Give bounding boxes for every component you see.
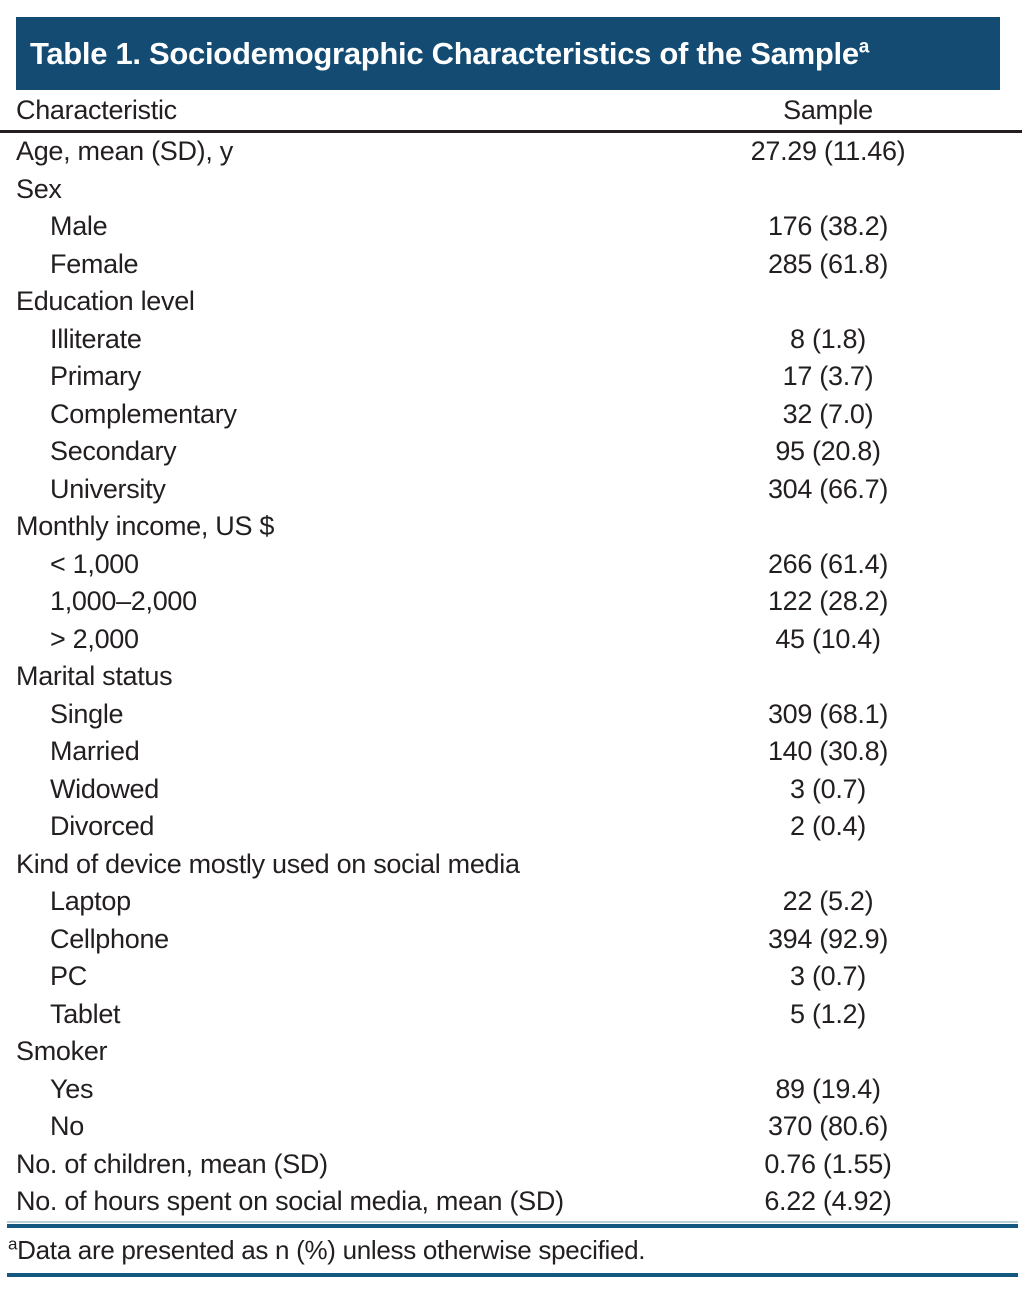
table-row bbox=[0, 996, 1022, 1034]
row-value: 285 (61.8) bbox=[767, 248, 889, 279]
table-row bbox=[0, 808, 1022, 846]
table-row bbox=[0, 508, 1022, 546]
title-footnote-marker: a bbox=[858, 36, 870, 58]
footnote-marker: a bbox=[8, 1233, 18, 1253]
row-label: Marital status bbox=[16, 661, 173, 692]
table-title bbox=[30, 38, 869, 69]
row-value: 304 (66.7) bbox=[767, 473, 889, 504]
row-value: 3 (0.7) bbox=[790, 961, 866, 992]
table-row bbox=[0, 171, 1022, 209]
row-label: Monthly income, US $ bbox=[16, 511, 275, 542]
row-value: 5 (1.2) bbox=[790, 998, 866, 1029]
table-row bbox=[0, 958, 1022, 996]
table-row bbox=[0, 771, 1022, 809]
table-row bbox=[0, 846, 1022, 884]
row-value: 0.76 (1.55) bbox=[764, 1148, 892, 1179]
row-value: 8 (1.8) bbox=[790, 323, 866, 354]
table-row bbox=[0, 921, 1022, 959]
row-value: 32 (7.0) bbox=[782, 398, 874, 429]
row-label: PC bbox=[50, 961, 87, 992]
row-label: Male bbox=[50, 211, 108, 242]
table-title-band bbox=[16, 17, 1000, 90]
table-row bbox=[0, 396, 1022, 434]
row-value: 89 (19.4) bbox=[775, 1073, 881, 1104]
row-label: Widowed bbox=[50, 773, 159, 804]
table-row bbox=[0, 471, 1022, 509]
row-value: 17 (3.7) bbox=[782, 361, 874, 392]
column-header-row bbox=[0, 90, 1022, 130]
row-label: Cellphone bbox=[50, 923, 169, 954]
column-header-sample: Sample bbox=[783, 94, 873, 125]
row-value: 45 (10.4) bbox=[775, 623, 881, 654]
table-row bbox=[0, 283, 1022, 321]
row-value: 122 (28.2) bbox=[767, 586, 889, 617]
row-label: Smoker bbox=[16, 1036, 108, 1067]
row-value: 95 (20.8) bbox=[775, 436, 881, 467]
row-label: Yes bbox=[50, 1073, 94, 1104]
row-label: Illiterate bbox=[50, 323, 142, 354]
row-label: Education level bbox=[16, 286, 195, 317]
table-row bbox=[0, 883, 1022, 921]
table-title-text: Table 1. Sociodemographic Characteristics of the Sample bbox=[30, 36, 859, 71]
row-value: 370 (80.6) bbox=[767, 1111, 889, 1142]
table-row bbox=[0, 583, 1022, 621]
row-label: Female bbox=[50, 248, 139, 279]
column-header-characteristic: Characteristic bbox=[16, 94, 177, 125]
row-label: Divorced bbox=[50, 811, 155, 842]
table-row bbox=[0, 696, 1022, 734]
table-row bbox=[0, 358, 1022, 396]
table-row bbox=[0, 658, 1022, 696]
row-label: Single bbox=[50, 698, 124, 729]
row-value: 394 (92.9) bbox=[767, 923, 889, 954]
row-value: 6.22 (4.92) bbox=[764, 1186, 892, 1217]
table-row bbox=[0, 433, 1022, 471]
footnote-text: Data are presented as n (%) unless otherwise specified. bbox=[17, 1234, 646, 1265]
row-label: 1,000–2,000 bbox=[50, 586, 197, 617]
row-label: Sex bbox=[16, 173, 62, 204]
row-label: Age, mean (SD), y bbox=[16, 136, 233, 167]
table-row bbox=[0, 621, 1022, 659]
row-value: 140 (30.8) bbox=[767, 736, 889, 767]
row-label: Primary bbox=[50, 361, 141, 392]
row-label: Tablet bbox=[50, 998, 121, 1029]
table-row bbox=[0, 1071, 1022, 1109]
table-row bbox=[0, 1108, 1022, 1146]
table-row bbox=[0, 1146, 1022, 1184]
row-value: 3 (0.7) bbox=[790, 773, 866, 804]
row-label: Complementary bbox=[50, 398, 237, 429]
row-label: No bbox=[50, 1111, 84, 1142]
row-label: No. of children, mean (SD) bbox=[16, 1148, 328, 1179]
footnote bbox=[0, 1228, 1022, 1273]
row-label: Secondary bbox=[50, 436, 177, 467]
row-value: 309 (68.1) bbox=[767, 698, 889, 729]
row-value: 22 (5.2) bbox=[782, 886, 874, 917]
table-body bbox=[0, 133, 1022, 1221]
row-value: 27.29 (11.46) bbox=[750, 136, 906, 167]
table-row bbox=[0, 733, 1022, 771]
table-row bbox=[0, 546, 1022, 584]
table-row bbox=[0, 1183, 1022, 1221]
row-label: University bbox=[50, 473, 166, 504]
table-row bbox=[0, 321, 1022, 359]
row-label: < 1,000 bbox=[50, 548, 139, 579]
table-row bbox=[0, 208, 1022, 246]
table-row bbox=[0, 1033, 1022, 1071]
row-label: Laptop bbox=[50, 886, 131, 917]
row-label: > 2,000 bbox=[50, 623, 139, 654]
table-row bbox=[0, 246, 1022, 284]
row-label: Kind of device mostly used on social media bbox=[16, 848, 520, 879]
row-label: No. of hours spent on social media, mean (SD) bbox=[16, 1186, 564, 1217]
row-value: 266 (61.4) bbox=[767, 548, 889, 579]
bottom-rule bbox=[7, 1273, 1018, 1277]
row-value: 176 (38.2) bbox=[767, 211, 889, 242]
row-label: Married bbox=[50, 736, 140, 767]
row-value: 2 (0.4) bbox=[790, 811, 866, 842]
table-row bbox=[0, 133, 1022, 171]
